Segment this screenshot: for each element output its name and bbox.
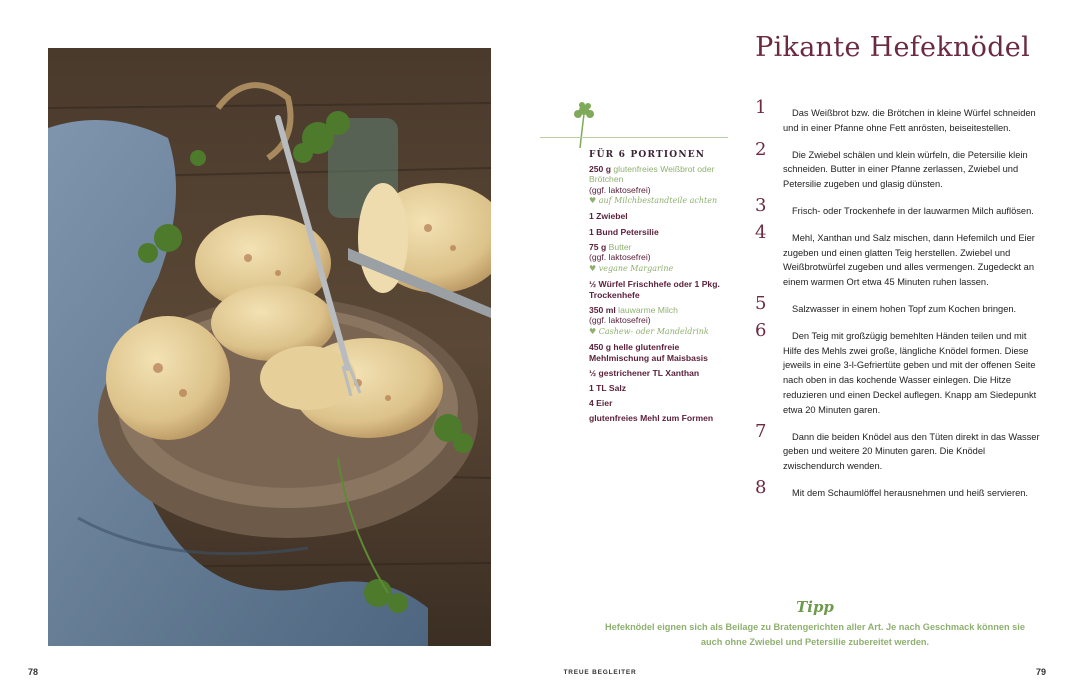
ingredient-alternative: ♥ auf Milchbestandteile achten xyxy=(589,196,718,206)
tipp-text: Hefeknödel eignen sich als Beilage zu Bratengerichten aller Art. Je nach Geschmack können sie auch ohne Zwiebel und Petersilie zubereitet werden. xyxy=(605,622,1025,647)
ingredient-main: 250 g xyxy=(589,163,611,174)
ingredient-item xyxy=(589,383,739,394)
ingredient-highlight: glutenfreies Weißbrot oder Brötchen xyxy=(589,163,715,185)
ingredient-main: ½ Würfel Frischhefe oder 1 Pkg. Trockenhefe xyxy=(589,278,720,300)
step-item xyxy=(755,138,1045,192)
ingredient-main: 350 ml xyxy=(589,304,616,315)
ingredient-highlight: Butter xyxy=(608,241,632,252)
ingredient-main: 1 Bund Petersilie xyxy=(589,226,659,237)
step-number: 6 xyxy=(755,319,767,341)
step-number: 3 xyxy=(755,194,767,216)
step-number: 2 xyxy=(755,138,767,160)
ingredient-item xyxy=(589,242,739,275)
ingredient-highlight: lauwarme Milch xyxy=(618,304,678,315)
ingredient-main: 1 Zwiebel xyxy=(589,211,628,222)
step-text: Frisch- oder Trockenhefe in der lauwarmen Milch auflösen. xyxy=(792,205,1034,216)
step-item xyxy=(755,420,1045,474)
ingredient-item xyxy=(589,211,739,222)
recipe-photo xyxy=(48,48,491,646)
ingredient-subnote: (ggf. laktosefrei) xyxy=(589,252,651,263)
steps-list xyxy=(755,97,1045,513)
ingredient-item xyxy=(589,413,739,424)
step-number: 5 xyxy=(755,292,767,314)
page-number-left: 78 xyxy=(28,667,39,677)
recipe-title: Pikante Hefeknödel xyxy=(755,32,1030,63)
step-item xyxy=(755,319,1045,418)
ingredient-item xyxy=(589,227,739,238)
ingredient-subnote: (ggf. laktosefrei) xyxy=(589,315,651,326)
parsley-icon xyxy=(568,100,598,153)
step-text: Das Weißbrot bzw. die Brötchen in kleine Würfel schneiden und in einer Pfanne ohne Fett anrösten, beiseitestellen. xyxy=(783,108,1036,133)
ingredient-item xyxy=(589,279,739,300)
ingredient-main: 1 TL Salz xyxy=(589,382,627,393)
step-text: Mit dem Schaumlöffel herausnehmen und heiß servieren. xyxy=(792,487,1028,498)
step-item xyxy=(755,292,1045,317)
ingredient-main: 450 g helle glutenfreie Mehlmischung auf Maisbasis xyxy=(589,341,708,363)
ingredient-subnote: (ggf. laktosefrei) xyxy=(589,184,651,195)
page-number-right: 79 xyxy=(1036,667,1047,677)
ingredients-heading: FÜR 6 PORTIONEN xyxy=(589,150,706,160)
ingredient-item xyxy=(589,164,739,207)
ingredient-item xyxy=(589,368,739,379)
ingredient-main: 75 g xyxy=(589,241,607,252)
dumplings-photo-icon xyxy=(48,48,491,646)
ingredients-list xyxy=(589,150,739,428)
ingredients-divider xyxy=(540,137,728,138)
step-item xyxy=(755,476,1045,501)
step-number: 4 xyxy=(755,221,767,243)
step-text: Mehl, Xanthan und Salz mischen, dann Hefemilch und Eier zugeben und einen glatten Teig herstellen. Zwiebel und Weißbrotwürfel zugeben und alles vermengen. Zugedeckt an einem warmen Ort etwa 45 Minuten ruhen lassen. xyxy=(783,232,1035,288)
running-title: TREUE BEGLEITER xyxy=(563,669,637,676)
step-number: 1 xyxy=(755,97,767,118)
step-number: 7 xyxy=(755,420,767,442)
ingredient-main: 4 Eier xyxy=(589,397,613,408)
ingredient-main: glutenfreies Mehl zum Formen xyxy=(589,412,714,423)
ingredient-alternative: ♥ vegane Margarine xyxy=(589,263,674,273)
step-text: Salzwasser in einem hohen Topf zum Kochen bringen. xyxy=(792,303,1017,314)
step-item xyxy=(755,221,1045,290)
ingredient-item xyxy=(589,305,739,338)
step-text: Den Teig mit großzügig bemehlten Händen teilen und mit Hilfe des Mehls zwei große, längliche Knödel formen. Diese jeweils in eine 3-l-Gefriertüte geben und mit der offenen Seite nach oben in das kochende Wasser einlegen. Die Hitze reduzieren und einen Deckel auflegen. Knapp am Siedepunkt etwa 20 Minuten garen. xyxy=(783,330,1037,415)
ingredient-alternative: ♥ Cashew- oder Mandeldrink xyxy=(589,326,709,336)
ingredient-main: ½ gestrichener TL Xanthan xyxy=(589,367,700,378)
ingredient-item xyxy=(589,398,739,409)
step-text: Die Zwiebel schälen und klein würfeln, die Petersilie klein schneiden. Butter in einer Pfanne zerlassen, Zwiebel und Petersilie zugeben und glasig dünsten. xyxy=(783,149,1028,190)
ingredient-item xyxy=(589,342,739,363)
step-text: Dann die beiden Knödel aus den Tüten direkt in das Wasser geben und weitere 20 Minuten garen. Die Knödel zwischendurch wenden. xyxy=(783,431,1040,472)
step-number: 8 xyxy=(755,476,767,498)
tipp-title: Tipp xyxy=(796,598,834,616)
step-item xyxy=(755,97,1045,136)
step-item xyxy=(755,194,1045,219)
